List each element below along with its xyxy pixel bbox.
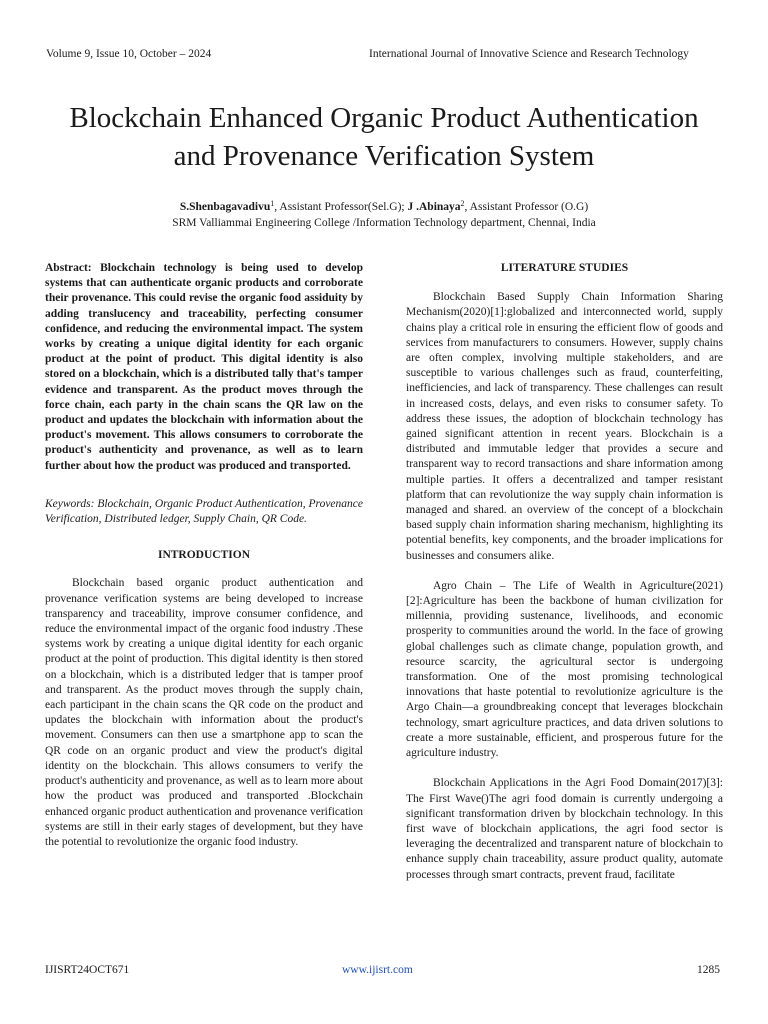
author-block [0, 199, 768, 231]
author-1-name: S.Shenbagavadivu [179, 201, 271, 213]
literature-paragraph-3: Blockchain Applications in the Agri Food Domain(2017)[3]: The First Wave()The agri food domain is currently undergoing a significant transformation driven by blockchain technology. In this first wave of blockchain applications, the agri food sector is leveraging the decentralized and transparent nature of blockchain to enhance supply chain traceability, assure product quality, automate processes through smart contracts, prevent fraud, facilitate [406, 777, 723, 881]
paper-title-line-2: and Provenance Verification System [173, 140, 595, 172]
paper-title-line-1: Blockchain Enhanced Organic Product Authentication [69, 102, 699, 134]
literature-paragraph-1: Blockchain Based Supply Chain Information Sharing Mechanism(2020)[1]:globalized and interconnected world, supply chains play a critical role in ensuring the efficient flow of goods and services from manufacturers to consumers. However, supply chains are often complex, involving multiple stakeholders, and are susceptible to various challenges such as fraud, counterfeiting, inefficiencies, and lack of transparency. These challenges can result in increased costs, delays, and even risks to consumer safety. To address these issues, the adoption of blockchain technology has gained significant attention in recent years. Blockchain is a distributed and immutable ledger that provides a secure and transparent way to record transactions and share information among multiple parties. It offers a decentralized and tamper resistant platform that can revolutionize the way supply chain information is managed and shared. an overview of the concept of a blockchain based supply chain information sharing mechanism, highlighting its potential benefits, key components, and the broader implications for businesses and consumers alike. [406, 291, 723, 562]
right-column [406, 261, 723, 883]
author-2-affil-mark: 2 [460, 199, 465, 208]
left-column [45, 261, 363, 850]
footer-paper-id: IJISRT24OCT671 [45, 964, 130, 976]
introduction-paragraph: Blockchain based organic product authentication and provenance verification systems are being developed to increase transparency and traceability, improve consumer confidence, and reduce the environmental impact of the organic food industry .These systems work by creating a unique digital identity for each organic product at the point of production. This digital identity is then stored on a blockchain, which is a distributed ledger that is tamper proof and transparent. As the product moves through the supply chain, each participant in the chain scans the QR code on the product and updates the blockchain with information about the product's movement. Consumers can then use a smartphone app to scan the QR code on an organic product and view the product's digital identity on the blockchain. This allows consumers to verify the product's authenticity and provenance, as well as to learn more about how the product was produced and transported .Blockchain enhanced organic product authentication and provenance verification systems are still in their early stages of development, but they have the potential to revolutionize the organic food industry. [45, 577, 363, 848]
abstract: Abstract: Blockchain technology is being used to develop systems that can authenticate organic products and corroborate their provenance. This could revise the organic food assiduity by adding translucency and traceability, perfecting consumer confidence, and reducing the environmental impact. The system works by creating a unique digital identity for each organic product at the point of product. This digital identity is also stored on a blockchain, which is a distributed tally that's tamper evidence and transparent. As the product moves through the force chain, each party in the chain scans the QR law on the product and updates the blockchain with information about the product's movement. This allows consumers to corroborate the product's authenticity and provenance, as well as to learn further about how the product was produced and transported. [45, 262, 363, 472]
author-1-affil-mark: 1 [270, 199, 275, 208]
author-2-role: , Assistant Professor (O.G) [464, 201, 589, 213]
introduction-heading: INTRODUCTION [157, 549, 250, 562]
footer-page-number: 1285 [697, 964, 720, 976]
literature-heading: LITERATURE STUDIES [500, 262, 629, 274]
footer-website-link[interactable]: www.ijisrt.com [342, 964, 413, 976]
literature-paragraph-2: Agro Chain – The Life of Wealth in Agriculture(2021)[2]:Agriculture has been the backbone of human civilization for millennia, providing sustenance, livelihoods, and economic prosperity to communities around the world. In the face of growing global challenges such as climate change, population growth, and resource scarcity, the agricultural sector is undergoing transformation. One of the most promising technological innovations that haste potential to revolutionize agriculture is the Argo Chain—a groundbreaking concept that leverages blockchain technology, smart agriculture practices, and data driven solutions to create a more sustainable, efficient, and prosperous future for the agriculture industry. [406, 579, 723, 760]
keywords: Keywords: Blockchain, Organic Product Authentication, Provenance Verification, Distributed ledger, Supply Chain, QR Code. [45, 497, 363, 526]
running-header-journal: International Journal of Innovative Science and Research Technology [369, 48, 689, 60]
author-1-role: , Assistant Professor(Sel.G); [274, 201, 408, 213]
running-header-volume: Volume 9, Issue 10, October – 2024 [46, 48, 212, 60]
paper-title [0, 99, 768, 175]
affiliation: SRM Valliammai Engineering College /Information Technology department, Chennai, India [172, 217, 596, 229]
author-line [0, 199, 768, 215]
author-2-name: J .Abinaya [407, 201, 461, 213]
